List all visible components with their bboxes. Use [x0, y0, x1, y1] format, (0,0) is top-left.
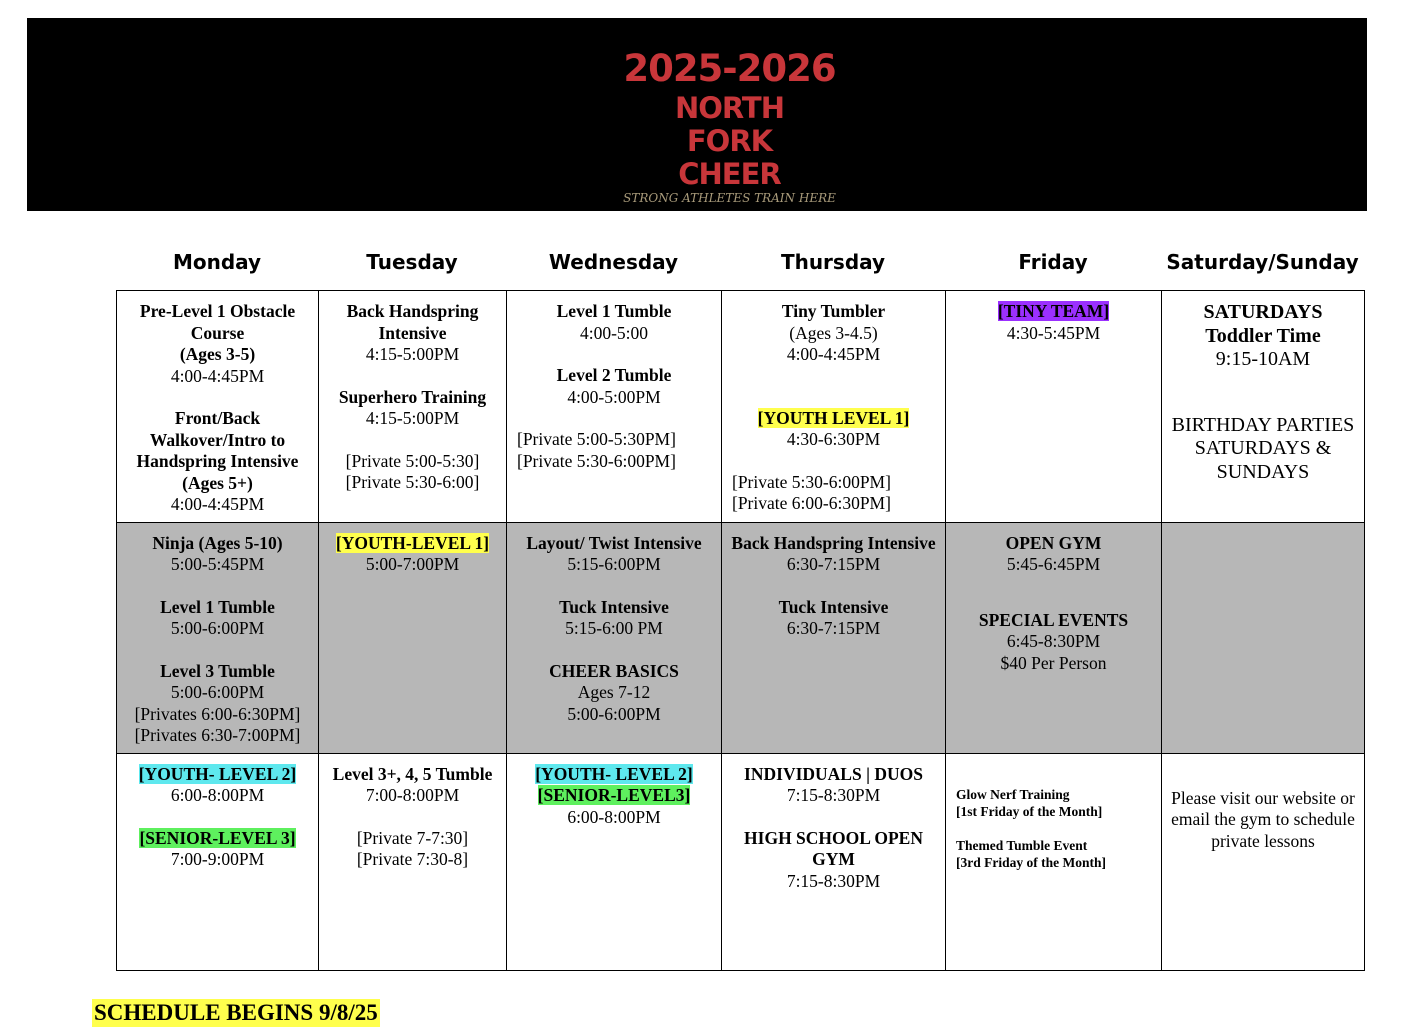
class-time: 7:15-8:30PM [786, 870, 881, 891]
class-name: CHEER BASICS [549, 660, 679, 681]
team-label-senior-level-3: [SENIOR-LEVEL3] [537, 785, 691, 805]
class-ages: (Ages 3-4.5) [789, 322, 878, 343]
class-name: Tuck Intensive [778, 596, 889, 617]
class-name: Pre-Level 1 Obstacle Course [139, 301, 296, 343]
class-time: 7:00-9:00PM [170, 849, 265, 869]
schedule-row [117, 753, 1365, 970]
logo-brand-line2: FORK [686, 124, 773, 158]
class-time: 6:00-8:00PM [567, 806, 661, 827]
private-slot: [Private 7:30-8] [356, 849, 469, 869]
private-slot: [Private 5:00-5:30PM] [517, 429, 676, 449]
class-time: 4:00-5:00 [579, 322, 649, 343]
cell-friday [946, 291, 1162, 523]
class-day: SATURDAYS [1203, 301, 1323, 323]
class-name: OPEN GYM [1005, 532, 1102, 553]
team-label-youth-level-1: [YOUTH LEVEL 1] [757, 407, 910, 428]
day-header-tuesday: Tuesday [366, 250, 458, 274]
private-slot: [Private 6:00-6:30PM] [732, 493, 891, 513]
class-time: 5:00-6:00PM [170, 682, 265, 702]
class-name: HIGH SCHOOL OPEN GYM [744, 827, 923, 869]
cell-tuesday [319, 753, 507, 970]
cell-friday [946, 753, 1162, 970]
class-time: 4:00-4:45PM [170, 365, 265, 386]
north-fork-cheer-logo [617, 48, 842, 213]
class-time: 7:00-8:00PM [365, 785, 460, 805]
class-time: 4:15-5:00PM [365, 408, 460, 428]
cell-thursday [722, 291, 946, 523]
class-name: Ninja (Ages 5-10) [152, 532, 283, 553]
day-header-wednesday: Wednesday [548, 250, 679, 274]
class-time: 6:00-8:00PM [170, 785, 265, 805]
team-label-youth-level-2: [YOUTH- LEVEL 2] [138, 763, 297, 784]
class-time: 4:30-5:45PM [1006, 322, 1101, 343]
class-name: Tuck Intensive [559, 596, 669, 617]
cell-tuesday [319, 522, 507, 753]
logo-brand-line1: NORTH [674, 91, 784, 125]
class-time: 5:00-6:00PM [170, 618, 265, 638]
cell-thursday [722, 522, 946, 753]
logo-brand-line3: CHEER [678, 157, 781, 191]
class-name: SPECIAL EVENTS [978, 609, 1129, 630]
cell-saturday-sunday [1162, 753, 1365, 970]
class-time: 6:45-8:30PM [1006, 631, 1101, 651]
class-time: 4:00-5:00PM [567, 386, 661, 407]
cell-monday [117, 291, 319, 523]
private-slot: [Private 7-7:30] [356, 827, 469, 848]
class-time: 4:00-4:45PM [170, 494, 265, 514]
cell-wednesday [507, 753, 722, 970]
team-label-senior-level-3: [SENIOR-LEVEL 3] [139, 827, 296, 848]
cell-thursday [722, 753, 946, 970]
event-schedule: [3rd Friday of the Month] [956, 854, 1106, 870]
cell-wednesday [507, 291, 722, 523]
class-time: 6:30-7:15PM [786, 554, 881, 574]
event-name: Glow Nerf Training [956, 786, 1070, 802]
cell-saturday-sunday [1162, 522, 1365, 753]
schedule-row [117, 522, 1365, 753]
class-name: Back Handspring Intensive [346, 301, 479, 343]
event-name: Themed Tumble Event [956, 837, 1088, 853]
class-time: 5:00-7:00PM [365, 554, 460, 574]
class-time: 5:15-6:00 PM [565, 618, 663, 638]
event-price: $40 Per Person [1000, 652, 1107, 673]
schedule-row [117, 291, 1365, 523]
cell-saturday-sunday [1162, 291, 1365, 523]
private-slot: [Private 5:00-5:30] [345, 450, 480, 471]
class-name: Level 1 Tumble [160, 596, 275, 617]
class-name: Back Handspring Intensive [731, 532, 936, 553]
cell-monday [117, 522, 319, 753]
class-time: 4:15-5:00PM [365, 344, 460, 364]
cell-wednesday [507, 522, 722, 753]
class-time: 9:15-10AM [1215, 348, 1311, 370]
header-banner [27, 18, 1367, 211]
class-name: Level 3 Tumble [160, 660, 275, 681]
team-label-tiny-team: [TINY TEAM] [997, 301, 1110, 321]
day-header-monday: Monday [172, 250, 262, 274]
class-name: Superhero Training [338, 386, 487, 407]
day-header-saturday-sunday: Saturday/Sunday [1166, 250, 1359, 274]
class-name: Tiny Tumbler [781, 301, 886, 321]
class-time: 5:00-6:00PM [567, 703, 661, 724]
day-header-thursday: Thursday [780, 250, 886, 274]
class-time: 6:30-7:15PM [786, 618, 881, 638]
class-time: 5:45-6:45PM [1006, 554, 1101, 574]
private-slot: [Private 5:30-6:00PM] [517, 450, 676, 471]
class-name: Level 1 Tumble [556, 301, 672, 321]
day-header-friday: Friday [1018, 250, 1088, 274]
class-time: 7:15-8:30PM [786, 785, 881, 805]
class-name: Toddler Time [1205, 324, 1321, 347]
class-time: 4:00-4:45PM [786, 344, 881, 364]
class-time: 4:30-6:30PM [786, 429, 881, 449]
private-slot: [Private 5:30-6:00] [345, 472, 480, 492]
class-time: 5:00-5:45PM [170, 554, 265, 574]
schedule-begins-note: SCHEDULE BEGINS 9/8/25 [94, 1000, 378, 1025]
private-slot: [Privates 6:00-6:30PM] [134, 703, 301, 724]
cell-monday [117, 753, 319, 970]
cell-friday [946, 522, 1162, 753]
team-label-youth-level-1: [YOUTH-LEVEL 1] [335, 532, 490, 553]
logo-tagline: STRONG ATHLETES TRAIN HERE [623, 191, 836, 205]
class-name: Layout/ Twist Intensive [526, 532, 702, 553]
schedule-table [116, 290, 1365, 971]
class-time: 5:15-6:00PM [567, 554, 661, 574]
private-lessons-note: Please visit our website or email the gym to schedule private lessons [1171, 787, 1355, 851]
class-ages: (Ages 3-5) [179, 344, 256, 364]
event-schedule: [1st Friday of the Month] [956, 803, 1103, 819]
team-label-youth-level-2: [YOUTH- LEVEL 2] [535, 763, 693, 784]
cell-tuesday [319, 291, 507, 523]
birthday-parties-note: BIRTHDAY PARTIES SATURDAYS & SUNDAYS [1171, 413, 1355, 483]
class-name: Front/Back Walkover/Intro to Handspring Intensive (Ages 5+) [136, 408, 299, 493]
private-slot: [Private 5:30-6:00PM] [732, 471, 891, 492]
private-slot: [Privates 6:30-7:00PM] [134, 725, 301, 745]
logo-year: 2025-2026 [623, 47, 836, 90]
class-name: Level 2 Tumble [556, 365, 672, 385]
class-name: INDIVIDUALS | DUOS [744, 763, 923, 784]
class-ages: Ages 7-12 [577, 682, 651, 702]
class-name: Level 3+, 4, 5 Tumble [332, 763, 493, 784]
